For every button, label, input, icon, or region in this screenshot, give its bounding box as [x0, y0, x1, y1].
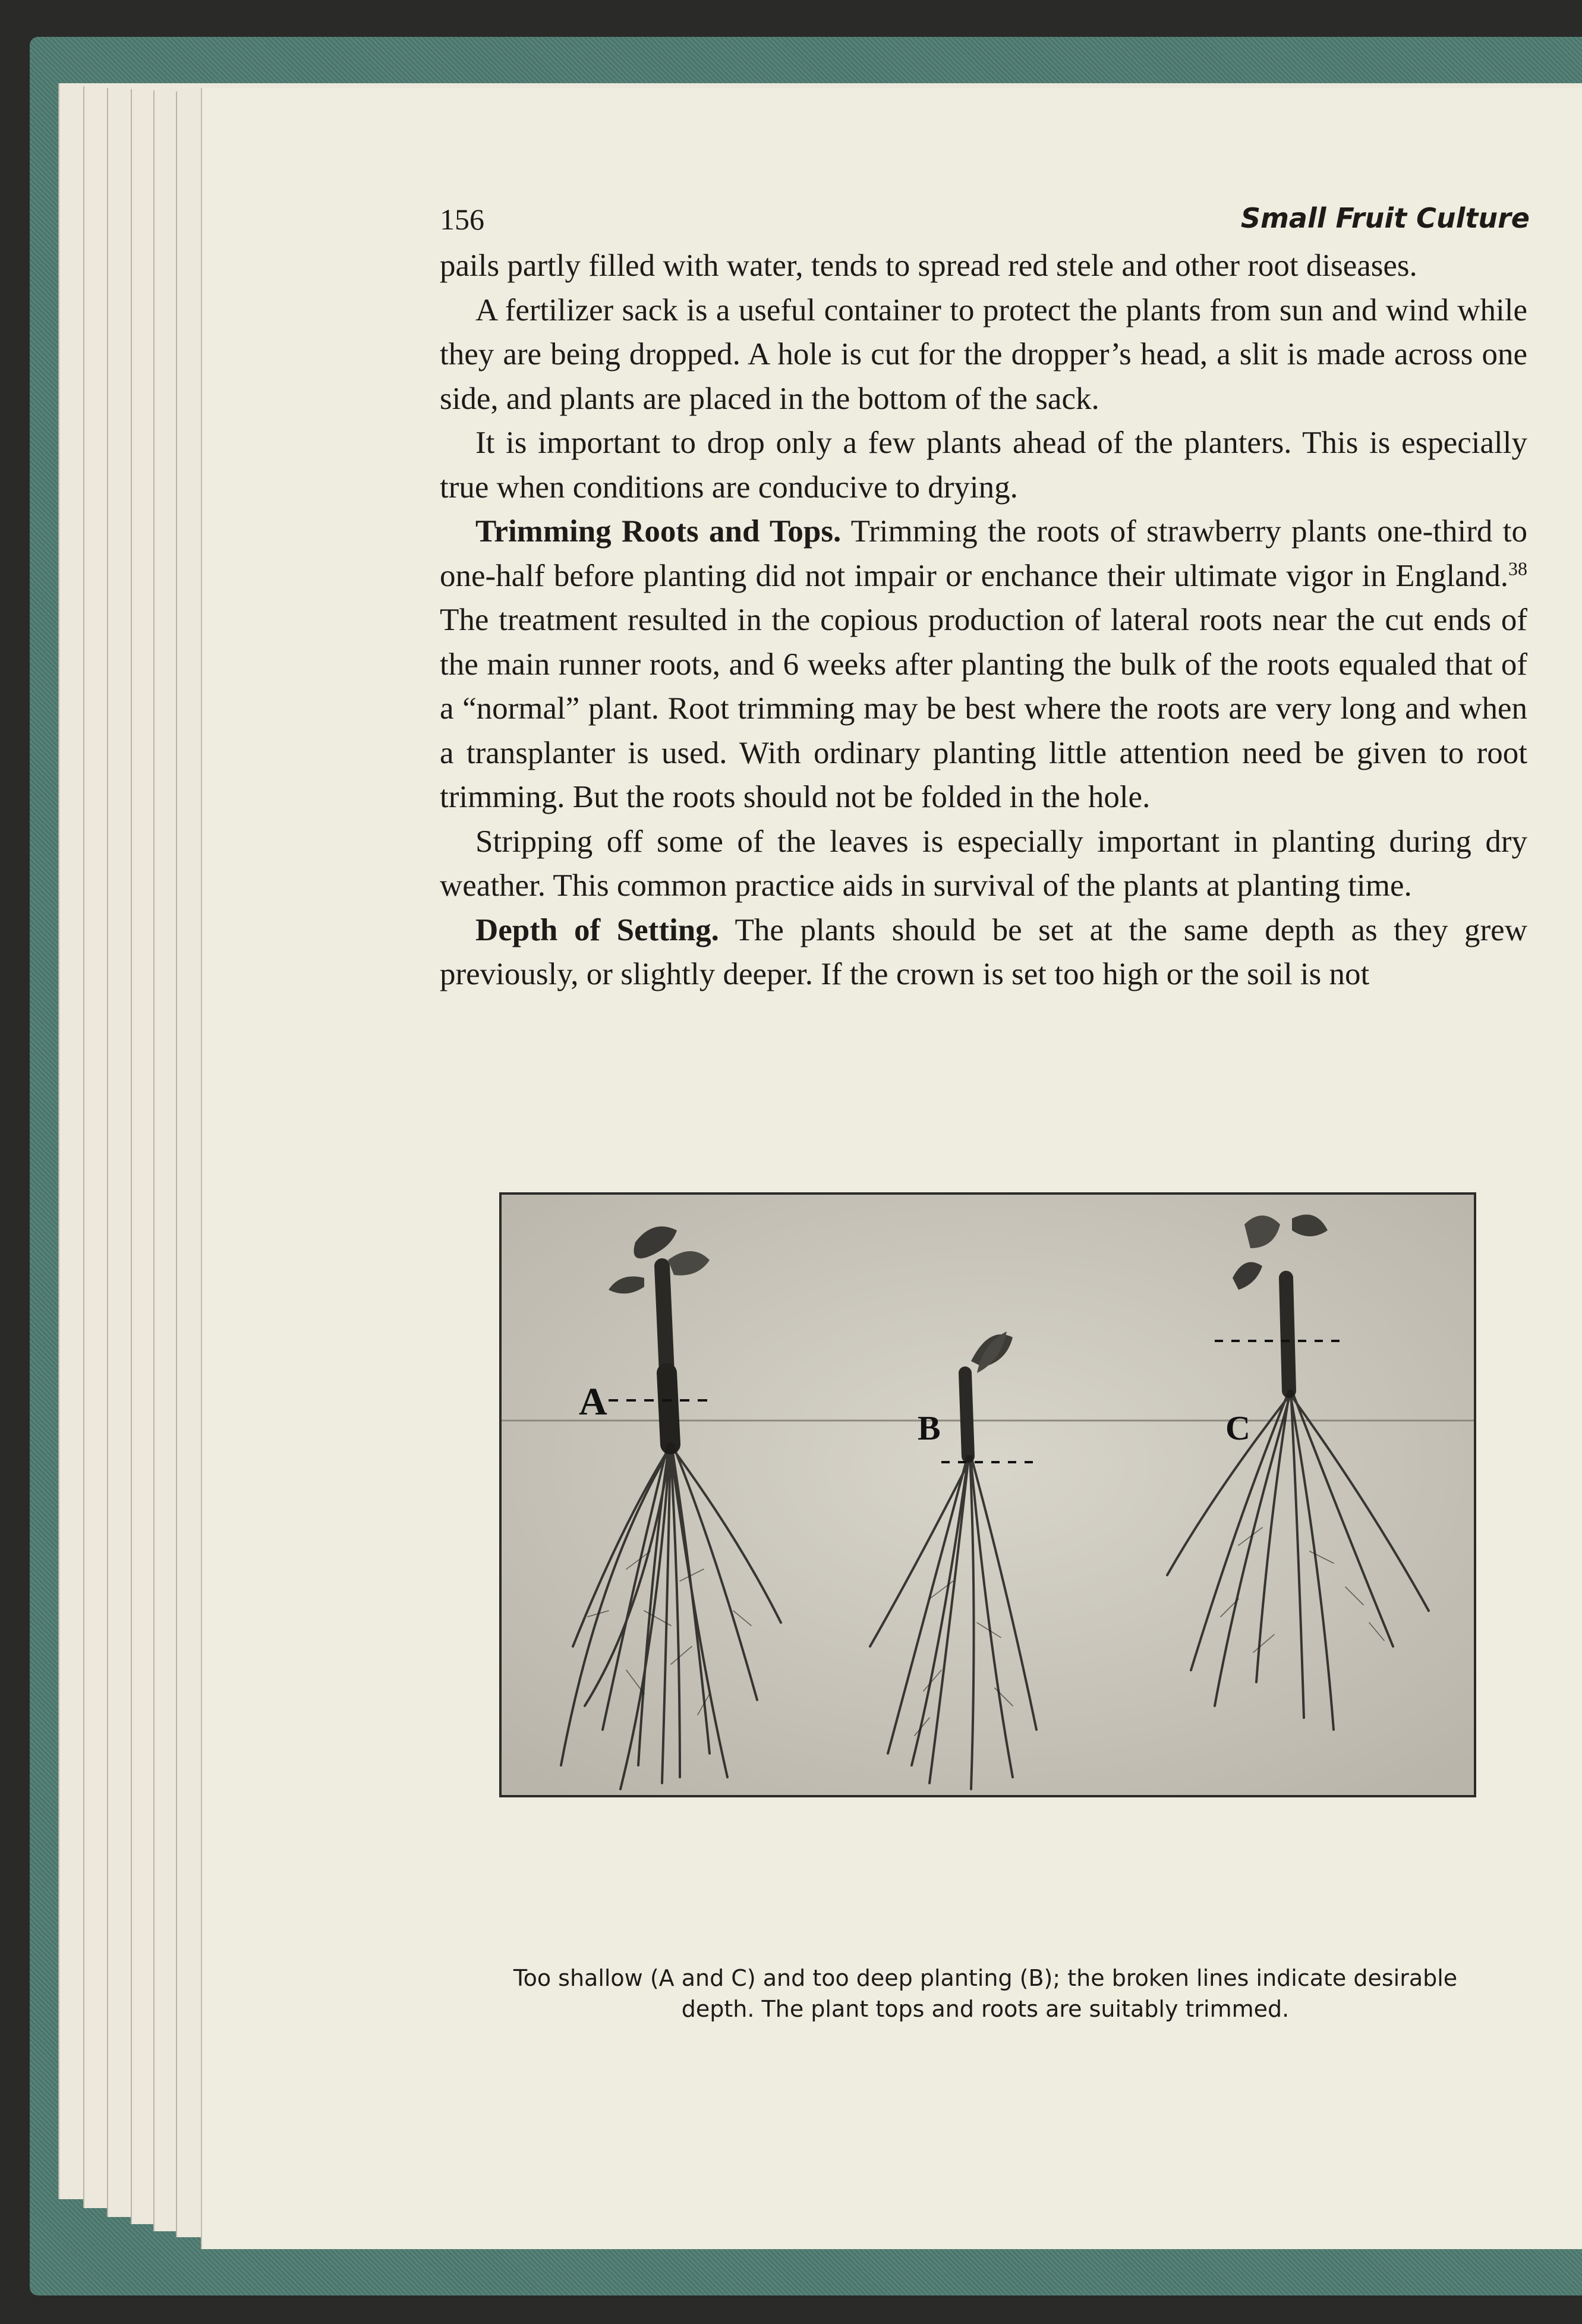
paragraph	[440, 244, 1527, 288]
section-heading: Trimming Roots and Tops.	[475, 514, 842, 549]
running-head: Small Fruit Culture	[1240, 202, 1530, 234]
paragraph-text: A fertilizer sack is a useful container to protect the plants from sun and wind while they are being dropped. A hole is cut for the dropper’s head, a slit is made across one side, and plants are placed in the bottom of the sack.	[440, 292, 1527, 416]
plant-label-c: C	[1225, 1409, 1250, 1447]
paragraph-text: The plants should be set at the same depth as they grew previously, or slightly deeper. If the crown is set too high or the soil is not	[440, 912, 1527, 991]
plant-label-b: B	[918, 1409, 941, 1447]
plant-illustration	[502, 1195, 1474, 1795]
paragraph-text: The treatment resulted in the copious production of lateral roots near the cut ends of the main runner roots, and 6 weeks after planting the bulk of the roots equaled that of a “normal” plant. Root trimming may be best where the roots are very long and when a transplanter is used. With ordinary planting little attention need be given to root trimming. But the roots should not be folded in the hole.	[440, 603, 1527, 814]
plant-label-a: A	[579, 1380, 607, 1424]
page-header	[440, 202, 1530, 244]
section-heading: Depth of Setting.	[475, 912, 719, 947]
caption-line: depth. The plant tops and roots are suitably trimmed.	[681, 1996, 1290, 2022]
paragraph-text: It is important to drop only a few plants ahead of the planters. This is especially true when conditions are conducive to drying.	[440, 426, 1527, 505]
paragraph-text: pails partly filled with water, tends to spread red stele and other root diseases.	[440, 248, 1417, 283]
paragraph	[440, 820, 1527, 908]
paragraph	[440, 908, 1527, 997]
paragraph-text: Stripping off some of the leaves is especially important in planting during dry weather. This common practice aids in survival of the plants at planting time.	[440, 824, 1527, 903]
page-number: 156	[440, 203, 484, 236]
figure-caption	[440, 1963, 1531, 2024]
paragraph	[440, 421, 1527, 509]
paragraph-text: Trimming the roots of strawberry plants one-third to one-half before planting did not impair or enchance their ultimate vigor in England.	[440, 514, 1527, 593]
plant-photograph	[499, 1192, 1476, 1797]
caption-line: Too shallow (A and C) and too deep planting (B); the broken lines indicate desirable	[513, 1965, 1458, 1991]
paragraph	[440, 509, 1527, 820]
page-content	[440, 202, 1530, 997]
paragraph	[440, 288, 1527, 421]
reference-number: 38	[1508, 557, 1527, 579]
body-text	[440, 244, 1527, 997]
